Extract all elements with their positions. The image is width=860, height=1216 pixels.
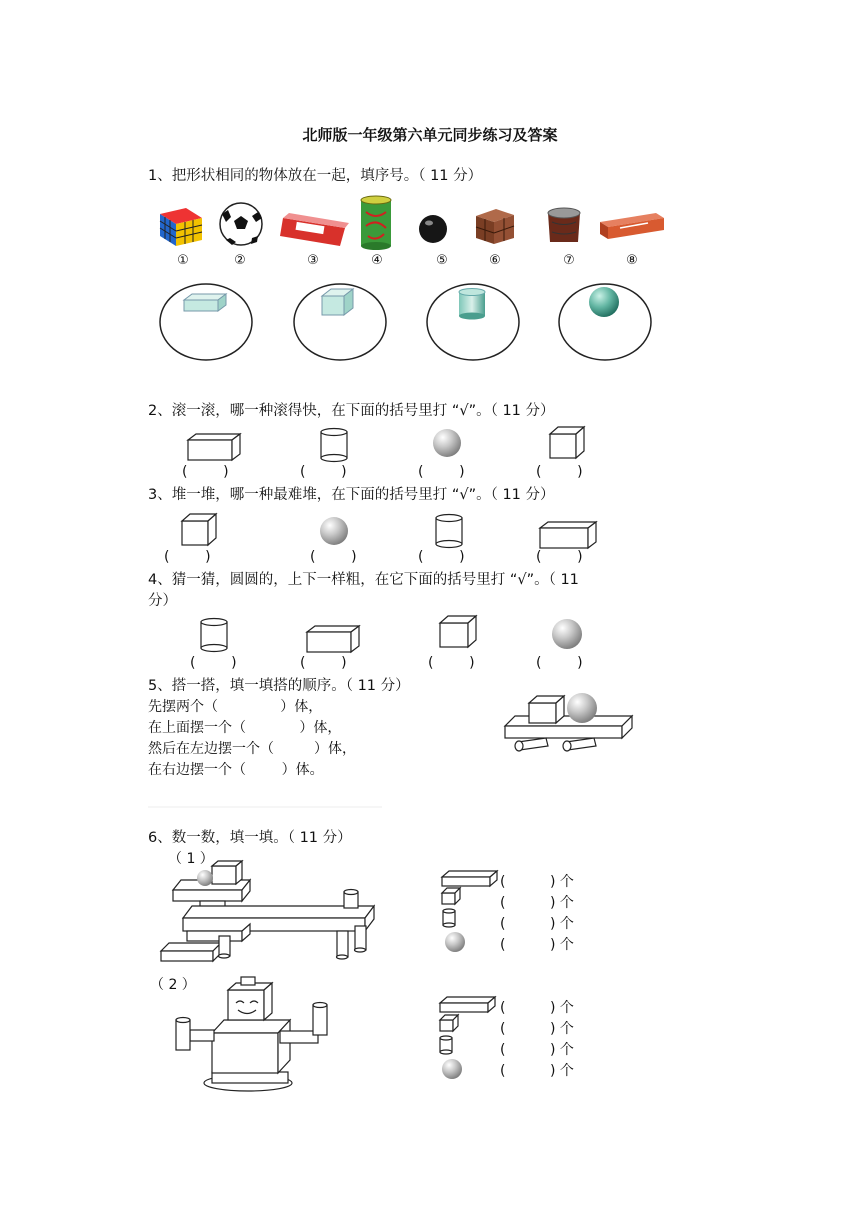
q6-2-count-cuboid[interactable]: ( ) 个 (500, 1000, 574, 1016)
q6-legend1-sphere (445, 932, 465, 952)
q6-legend2-sphere (442, 1059, 462, 1079)
q5-line-4[interactable]: 在右边摆一个（ ）体。 (148, 762, 324, 778)
q6-figure-1 (161, 861, 374, 961)
q2-sphere (433, 429, 461, 457)
q6-fig1-sphere (197, 870, 213, 886)
q2-cube (550, 427, 584, 458)
q5-line-3[interactable]: 然后在左边摆一个（ ）体， (148, 741, 357, 757)
q5-sphere (567, 693, 597, 723)
q6-1-count-cylinder[interactable]: ( ) 个 (500, 916, 574, 932)
q2-cylinder (321, 429, 347, 462)
q5-line-2[interactable]: 在上面摆一个（ ）体， (148, 720, 342, 736)
q3-cuboid (540, 522, 596, 548)
q6-legend-2 (440, 997, 495, 1054)
q6-part-1-label: （ 1 ） (168, 851, 214, 867)
q2-answer-3[interactable]: ( ) (418, 464, 465, 480)
label-8: ⑧ (626, 253, 638, 268)
q2-answer-4[interactable]: ( ) (536, 464, 583, 480)
q4-cylinder (201, 619, 227, 652)
q3-sphere (320, 517, 348, 545)
q3-answer-2[interactable]: ( ) (310, 549, 357, 565)
q4-cuboid (307, 626, 359, 652)
label-1: ① (177, 253, 189, 268)
question-3: 3、堆一堆，哪一种最难堆，在下面的括号里打 “√”。（ 11 分） (148, 487, 555, 503)
q3-answer-1[interactable]: ( ) (164, 549, 211, 565)
label-2: ② (234, 253, 246, 268)
q3-answer-3[interactable]: ( ) (418, 549, 465, 565)
q6-part-2-label: （ 2 ） (150, 977, 196, 993)
q2-cuboid (188, 434, 240, 460)
question-4-line2: 分） (148, 593, 177, 609)
q3-cube (182, 514, 216, 545)
label-3: ③ (307, 253, 319, 268)
label-7: ⑦ (563, 253, 575, 268)
question-6: 6、数一数，填一填。（ 11 分） (148, 830, 352, 846)
q6-1-count-cuboid[interactable]: ( ) 个 (500, 874, 574, 890)
q6-figure-2-robot (176, 977, 327, 1091)
label-4: ④ (371, 253, 383, 268)
q4-answer-3[interactable]: ( ) (428, 655, 475, 671)
q5-line-1[interactable]: 先摆两个（ ）体， (148, 699, 323, 715)
q6-2-count-sphere[interactable]: ( ) 个 (500, 1063, 574, 1079)
q4-cube (440, 616, 476, 647)
q6-2-count-cube[interactable]: ( ) 个 (500, 1021, 574, 1037)
question-1: 1、把形状相同的物体放在一起，填序号。（ 11 分） (148, 168, 483, 184)
q6-2-count-cylinder[interactable]: ( ) 个 (500, 1042, 574, 1058)
q6-legend-1 (442, 871, 497, 927)
q2-answer-2[interactable]: ( ) (300, 464, 347, 480)
q4-sphere (552, 619, 582, 649)
page-title: 北师版一年级第六单元同步练习及答案 (302, 126, 558, 144)
q3-cylinder (436, 515, 462, 548)
question-5: 5、搭一搭，填一填搭的顺序。（ 11 分） (148, 678, 410, 694)
question-2: 2、滚一滚，哪一种滚得快，在下面的括号里打 “√”。（ 11 分） (148, 403, 555, 419)
label-6: ⑥ (489, 253, 501, 268)
q2-answer-1[interactable]: ( ) (182, 464, 229, 480)
q6-1-count-cube[interactable]: ( ) 个 (500, 895, 574, 911)
label-5: ⑤ (436, 253, 448, 268)
q4-answer-1[interactable]: ( ) (190, 655, 237, 671)
q4-answer-4[interactable]: ( ) (536, 655, 583, 671)
q4-answer-2[interactable]: ( ) (300, 655, 347, 671)
q6-1-count-sphere[interactable]: ( ) 个 (500, 937, 574, 953)
q3-answer-4[interactable]: ( ) (536, 549, 583, 565)
question-4-line1: 4、猜一猜，圆圆的，上下一样粗，在它下面的括号里打 “√”。（ 11 (148, 572, 579, 588)
